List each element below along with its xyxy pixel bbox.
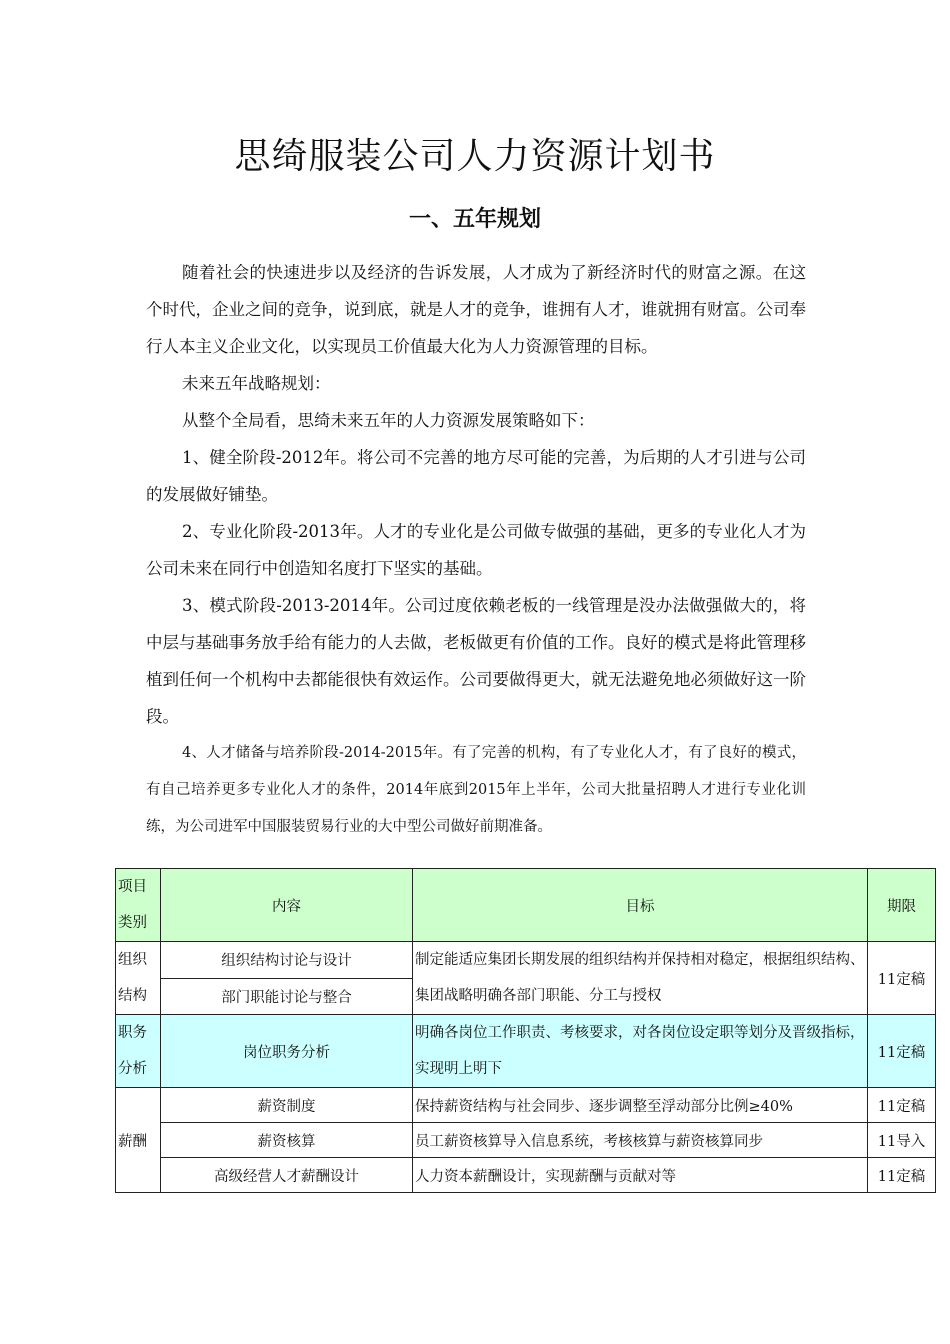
goal-cell: 保持薪资结构与社会同步、逐步调整至浮动部分比例≥40%	[413, 1088, 868, 1123]
content-cell: 岗位职务分析	[161, 1015, 413, 1088]
header-category: 项目类别	[116, 869, 161, 942]
deadline-cell: 11导入	[868, 1123, 936, 1158]
table-row	[116, 1123, 936, 1158]
goal-cell: 人力资本薪酬设计，实现薪酬与贡献对等	[413, 1158, 868, 1193]
content-cell: 薪资制度	[161, 1088, 413, 1123]
table-row	[116, 1015, 936, 1088]
content-cell: 部门职能讨论与整合	[161, 978, 413, 1015]
category-cell: 组织结构	[116, 942, 161, 1015]
header-content: 内容	[161, 869, 413, 942]
content-cell: 薪资核算	[161, 1123, 413, 1158]
content-cell: 高级经营人才薪酬设计	[161, 1158, 413, 1193]
deadline-cell: 11定稿	[868, 1158, 936, 1193]
content-cell: 组织结构讨论与设计	[161, 942, 413, 979]
table-row	[116, 942, 936, 979]
document-body	[146, 254, 806, 846]
category-cell: 薪酬	[116, 1088, 161, 1193]
goal-cell: 明确各岗位工作职责、考核要求，对各岗位设定职等划分及晋级指标，实现明上明下	[413, 1015, 868, 1088]
section-heading: 一、五年规划	[408, 207, 541, 232]
header-goal: 目标	[413, 869, 868, 942]
goal-cell: 制定能适应集团长期发展的组织结构并保持相对稳定，根据组织结构、集团战略明确各部门职能、分工与授权	[413, 942, 868, 1015]
intro-paragraph: 随着社会的快速进步以及经济的告诉发展，人才成为了新经济时代的财富之源。在这个时代，企业之间的竞争，说到底，就是人才的竞争，谁拥有人才，谁就拥有财富。公司奉行人本主义企业文化，以实现员工价值最大化为人力资源管理的目标。	[146, 263, 806, 356]
category-cell: 职务分析	[116, 1015, 161, 1088]
table-row	[116, 1088, 936, 1123]
deadline-cell: 11定稿	[868, 1088, 936, 1123]
hr-plan-table	[115, 868, 936, 1193]
deadline-cell: 11定稿	[868, 942, 936, 1015]
header-deadline: 期限	[868, 869, 936, 942]
strategy-heading: 未来五年战略规划：	[182, 374, 331, 393]
stage-2-paragraph: 2、专业化阶段-2013年。人才的专业化是公司做专做强的基础，更多的专业化人才为公司未来在同行中创造知名度打下坚实的基础。	[146, 522, 806, 578]
goal-cell: 员工薪资核算导入信息系统，考核核算与薪资核算同步	[413, 1123, 868, 1158]
document-title: 思绮服装公司人力资源计划书	[234, 136, 716, 177]
table-header-row	[116, 869, 936, 942]
stage-4-paragraph: 4、人才储备与培养阶段-2014-2015年。有了完善的机构，有了专业化人才，有了良好的模式，有自己培养更多专业化人才的条件，2014年底到2015年上半年，公司大批量招聘人才进行专业化训练，为公司进军中国服装贸易行业的大中型公司做好前期准备。	[146, 745, 806, 835]
table-row	[116, 1158, 936, 1193]
stage-3-paragraph: 3、模式阶段-2013-2014年。公司过度依赖老板的一线管理是没办法做强做大的，将中层与基础事务放手给有能力的人去做，老板做更有价值的工作。良好的模式是将此管理移植到任何一个机构中去都能很快有效运作。公司要做得更大，就无法避免地必须做好这一阶段。	[146, 596, 806, 726]
deadline-cell: 11定稿	[868, 1015, 936, 1088]
strategy-intro: 从整个全局看，思绮未来五年的人力资源发展策略如下：	[182, 411, 595, 430]
stage-1-paragraph: 1、健全阶段-2012年。将公司不完善的地方尽可能的完善，为后期的人才引进与公司的发展做好铺垫。	[146, 448, 806, 504]
